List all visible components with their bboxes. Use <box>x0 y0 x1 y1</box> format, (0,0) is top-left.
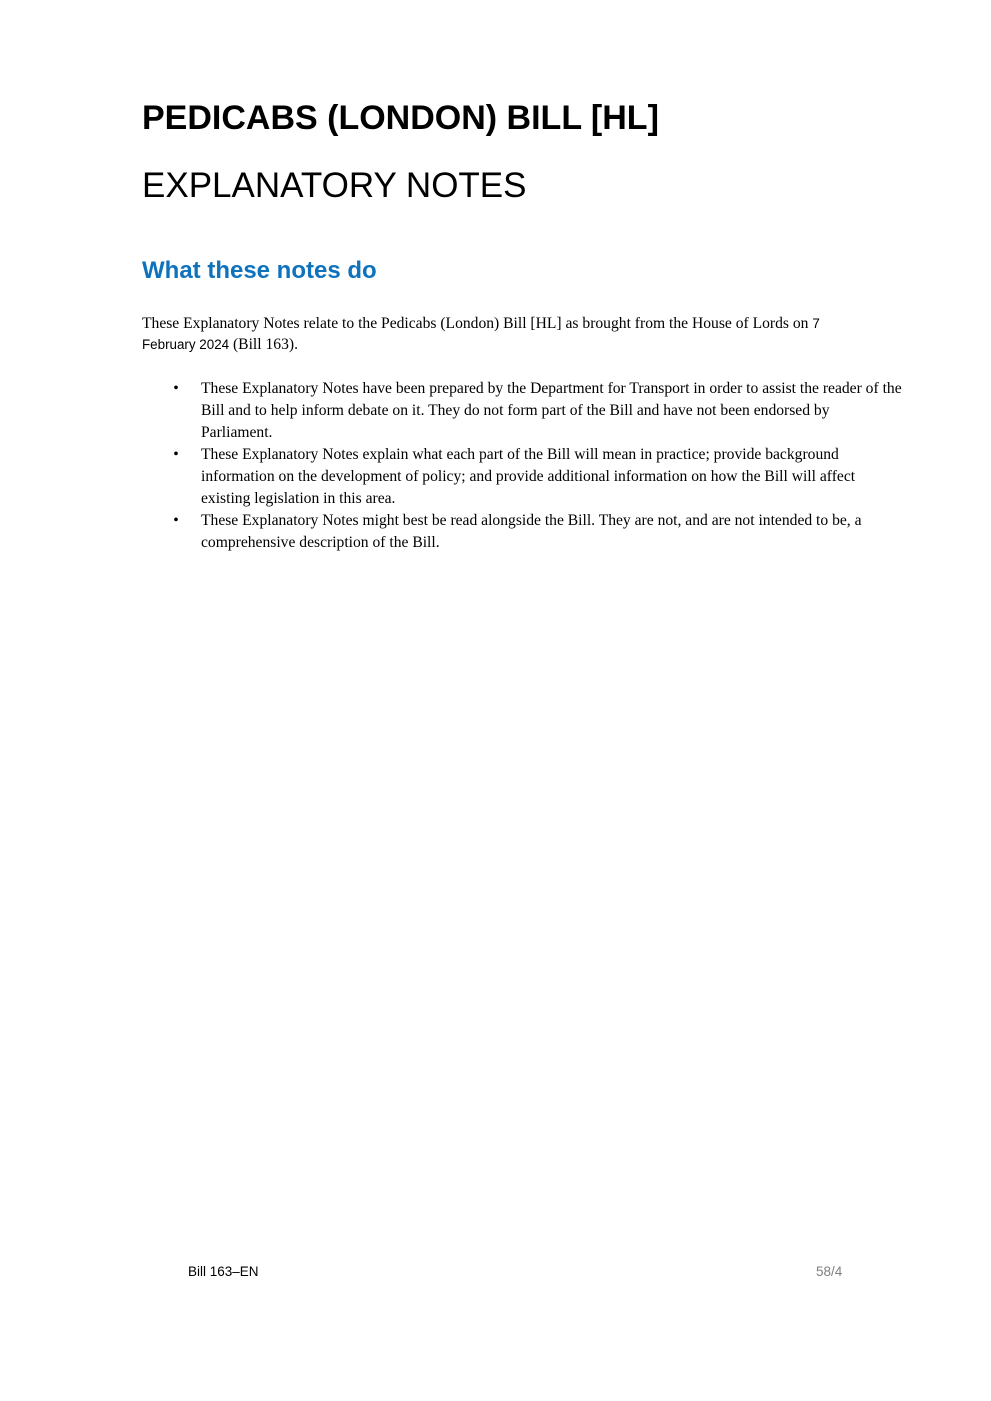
bill-title: PEDICABS (LONDON) BILL [HL] <box>142 99 659 137</box>
intro-date: 7 February 2024 <box>142 316 820 352</box>
intro-paragraph <box>142 313 872 355</box>
bullet-list <box>142 378 902 554</box>
list-item-text: These Explanatory Notes explain what each part of the Bill will mean in practice; provide background information on the development of policy; and provide additional information on how the Bill will affect existing legislation in this area. <box>201 446 856 507</box>
footer-bill-reference: Bill 163–EN <box>188 1264 259 1279</box>
bullet-icon: • <box>173 512 179 529</box>
list-item <box>142 510 902 554</box>
list-item-text: These Explanatory Notes have been prepared by the Department for Transport in order to assist the reader of the Bill and to help inform debate on it. They do not form part of the Bill and have not been endorsed by Parliament. <box>201 380 902 441</box>
intro-text-part1: These Explanatory Notes relate to the Pedicabs (London) Bill [HL] as brought from the House of Lords on <box>142 315 813 332</box>
section-heading: What these notes do <box>142 257 377 284</box>
footer-page-code: 58/4 <box>816 1264 843 1279</box>
list-item <box>142 378 902 444</box>
intro-text-part2: (Bill 163). <box>229 336 298 353</box>
bullet-icon: • <box>173 380 179 397</box>
document-subtitle: EXPLANATORY NOTES <box>142 166 527 205</box>
list-item-text: These Explanatory Notes might best be read alongside the Bill. They are not, and are not intended to be, a comprehensive description of the Bill. <box>201 512 862 551</box>
list-item <box>142 444 902 510</box>
bullet-icon: • <box>173 446 179 463</box>
